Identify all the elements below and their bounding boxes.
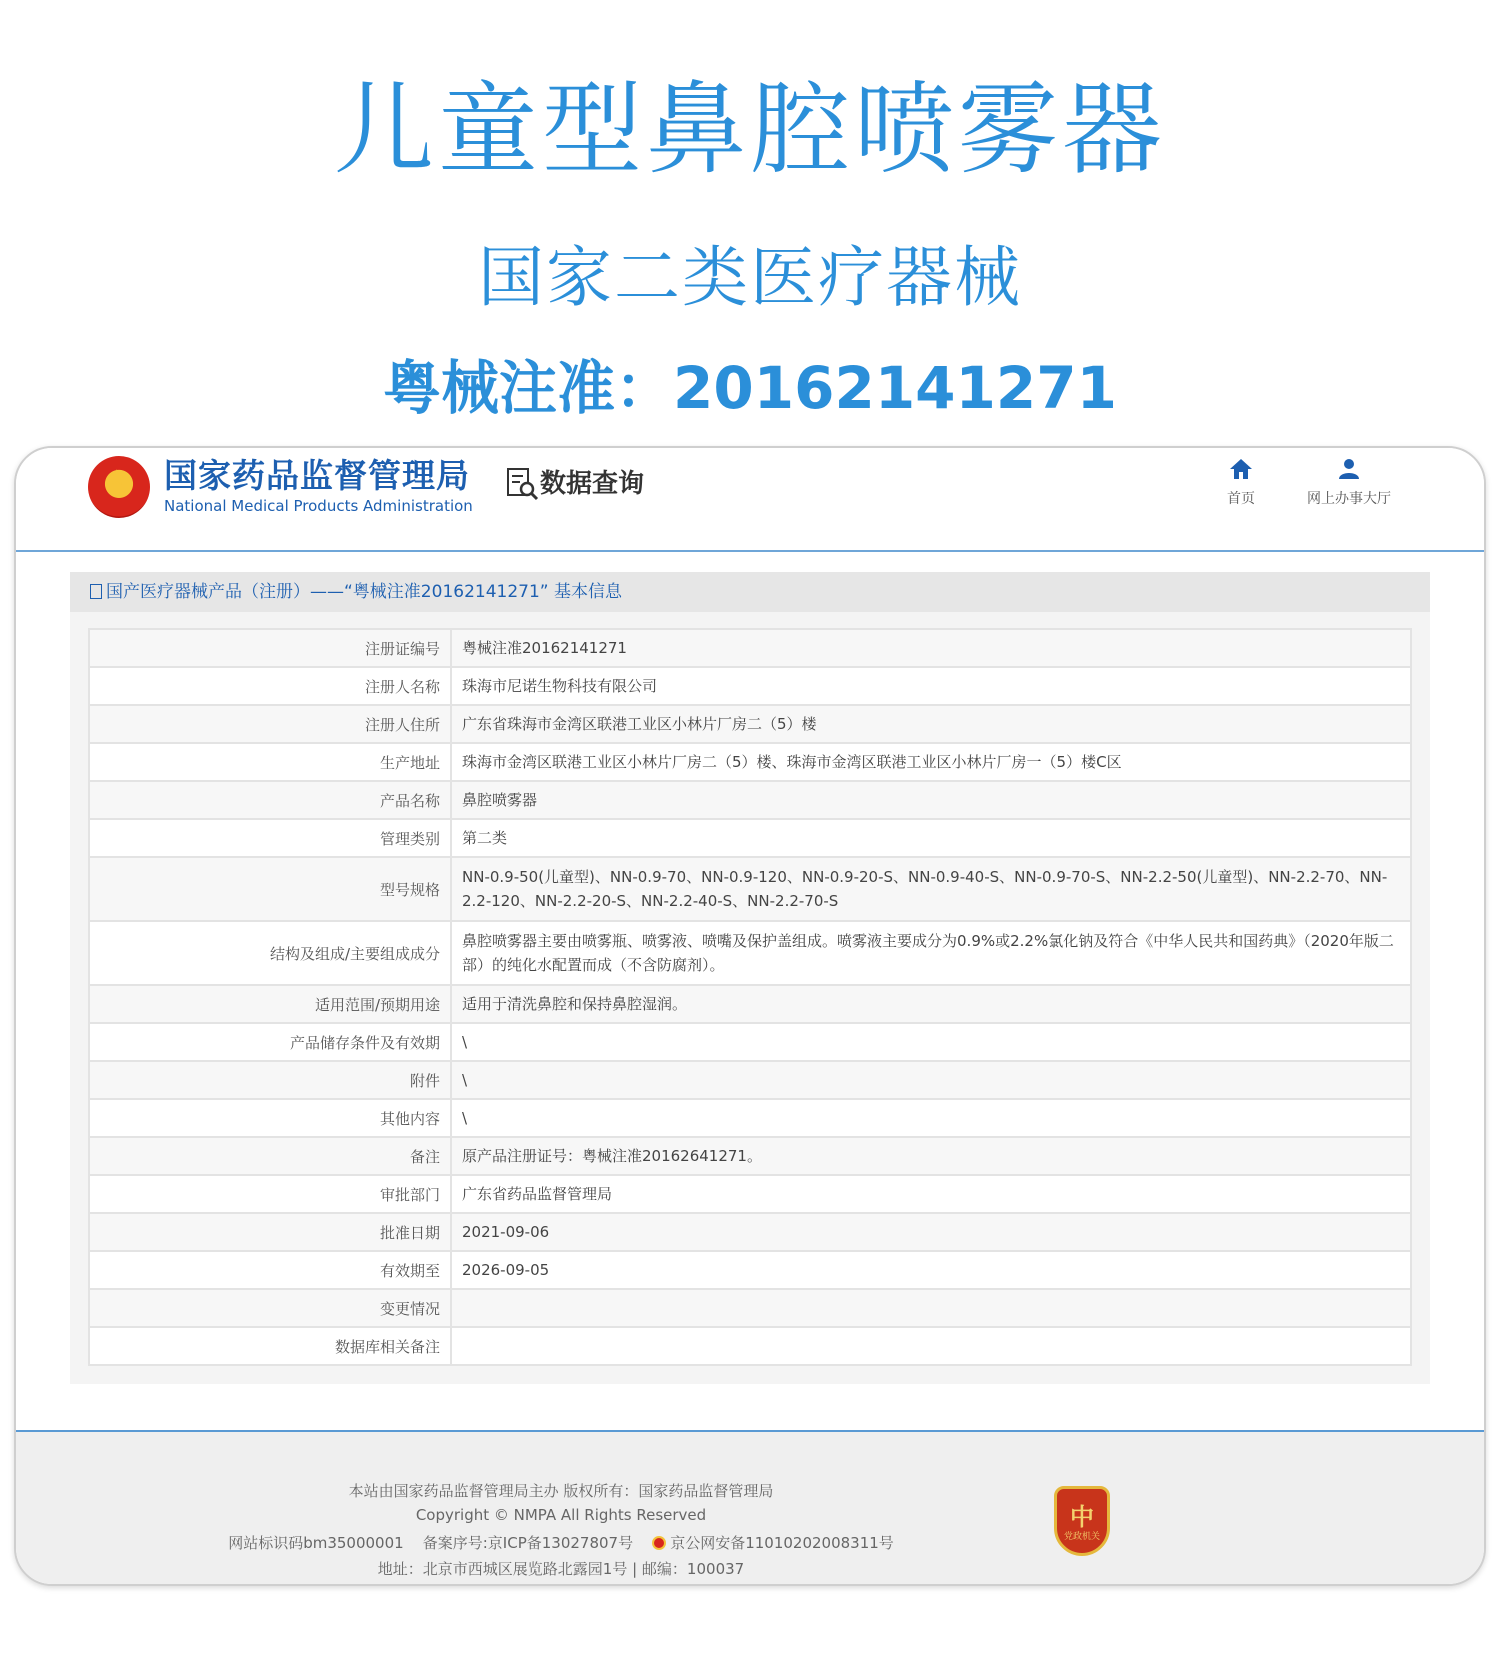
- main-content: [70, 572, 1430, 1384]
- table-row: [89, 857, 1411, 921]
- footer-copyright: Copyright © NMPA All Rights Reserved: [415, 1506, 707, 1524]
- badge-glyph: 中: [1070, 1503, 1094, 1531]
- footer-police[interactable]: 京公网安备11010202008311号: [670, 1534, 894, 1552]
- field-label: 适用范围/预期用途: [89, 985, 451, 1023]
- footer-site-id: 网站标识码bm35000001: [228, 1534, 404, 1552]
- field-value: 鼻腔喷雾器: [451, 781, 1411, 819]
- screenshot-frame: [14, 446, 1486, 1586]
- field-label: 结构及组成/主要组成成分: [89, 921, 451, 985]
- footer-address: 地址：北京市西城区展览路北露园1号 | 邮编：100037: [377, 1560, 745, 1578]
- police-badge-icon: [652, 1536, 666, 1550]
- field-value: 适用于清洗鼻腔和保持鼻腔湿润。: [451, 985, 1411, 1023]
- field-value: [451, 1327, 1411, 1365]
- org-name-en[interactable]: National Medical Products Administration: [164, 497, 473, 515]
- footer-records: [16, 1532, 1106, 1553]
- nav-home[interactable]: [1216, 458, 1266, 508]
- field-value: 广东省珠海市金湾区联港工业区小林片厂房二（5）楼: [451, 705, 1411, 743]
- product-title: 儿童型鼻腔喷雾器: [334, 71, 1166, 188]
- field-value: 原产品注册证号：粤械注准20162641271。: [451, 1137, 1411, 1175]
- field-label: 型号规格: [89, 857, 451, 921]
- table-row: [89, 1137, 1411, 1175]
- data-query-link[interactable]: [506, 464, 644, 504]
- field-label: 管理类别: [89, 819, 451, 857]
- table-row: [89, 1213, 1411, 1251]
- field-label: 其他内容: [89, 1099, 451, 1137]
- nav-online-hall-label: 网上办事大厅: [1307, 491, 1391, 507]
- field-label: 批准日期: [89, 1213, 451, 1251]
- data-query-label: 数据查询: [540, 469, 645, 499]
- field-label: 变更情况: [89, 1289, 451, 1327]
- table-row: [89, 1289, 1411, 1327]
- table-row: [89, 1023, 1411, 1061]
- national-emblem-icon: ★: [88, 456, 150, 518]
- field-value: \: [451, 1099, 1411, 1137]
- field-label: 注册人住所: [89, 705, 451, 743]
- table-row: [89, 1251, 1411, 1289]
- field-value: 珠海市尼诺生物科技有限公司: [451, 667, 1411, 705]
- table-row: [89, 1175, 1411, 1213]
- field-label: 产品名称: [89, 781, 451, 819]
- field-label: 注册证编号: [89, 629, 451, 667]
- hero-banner: [0, 0, 1500, 440]
- table-row: [89, 743, 1411, 781]
- field-label: 附件: [89, 1061, 451, 1099]
- field-label: 产品储存条件及有效期: [89, 1023, 451, 1061]
- breadcrumb-text[interactable]: 国产医疗器械产品（注册）——“粤械注准20162141271” 基本信息: [106, 582, 622, 602]
- field-label: 有效期至: [89, 1251, 451, 1289]
- document-icon: [90, 584, 102, 599]
- field-value: 2021-09-06: [451, 1213, 1411, 1251]
- table-row: [89, 667, 1411, 705]
- footer-sponsor: 本站由国家药品监督管理局主办 版权所有：国家药品监督管理局: [348, 1482, 774, 1500]
- document-search-icon: [506, 466, 540, 502]
- field-label: 生产地址: [89, 743, 451, 781]
- table-row: [89, 1061, 1411, 1099]
- field-label: 备注: [89, 1137, 451, 1175]
- field-value: 鼻腔喷雾器主要由喷雾瓶、喷雾液、喷嘴及保护盖组成。喷雾液主要成分为0.9%或2.2%氯化钠及符合《中华人民共和国药典》（2020年版二部）的纯化水配置而成（不含防腐剂）。: [451, 921, 1411, 985]
- site-footer: [16, 1430, 1484, 1586]
- registration-number: 粤械注准：20162141271: [383, 354, 1117, 422]
- field-value: 第二类: [451, 819, 1411, 857]
- nav-home-label: 首页: [1227, 491, 1255, 507]
- table-row: [89, 1327, 1411, 1365]
- nav-online-hall[interactable]: [1294, 458, 1404, 508]
- device-classification: 国家二类医疗器械: [478, 239, 1022, 316]
- footer-icp[interactable]: 备案序号:京ICP备13027807号: [422, 1534, 634, 1552]
- government-site-badge-icon[interactable]: [1054, 1486, 1110, 1556]
- field-value: 粤械注准20162141271: [451, 629, 1411, 667]
- table-row: [89, 985, 1411, 1023]
- site-header: [16, 448, 1484, 552]
- table-row: [89, 629, 1411, 667]
- field-label: 注册人名称: [89, 667, 451, 705]
- table-row: [89, 781, 1411, 819]
- field-value: \: [451, 1023, 1411, 1061]
- user-icon: [1337, 465, 1361, 484]
- field-label: 审批部门: [89, 1175, 451, 1213]
- home-icon: [1229, 465, 1253, 484]
- field-value: NN-0.9-50(儿童型)、NN-0.9-70、NN-0.9-120、NN-0.9-20-S、NN-0.9-40-S、NN-0.9-70-S、NN-2.2-50(儿童型)、NN-2.2-70、NN-2.2-120、NN-2.2-20-S、NN-2.2-40-S、NN-2.2-70-S: [451, 857, 1411, 921]
- info-table: [88, 628, 1412, 1366]
- field-value: 广东省药品监督管理局: [451, 1175, 1411, 1213]
- table-row: [89, 819, 1411, 857]
- table-row: [89, 921, 1411, 985]
- field-value: 2026-09-05: [451, 1251, 1411, 1289]
- badge-text: 党政机关: [1063, 1532, 1100, 1542]
- table-row: [89, 705, 1411, 743]
- field-value: [451, 1289, 1411, 1327]
- field-value: 珠海市金湾区联港工业区小林片厂房二（5）楼、珠海市金湾区联港工业区小林片厂房一（5）楼C区: [451, 743, 1411, 781]
- field-value: \: [451, 1061, 1411, 1099]
- org-name-cn[interactable]: 国家药品监督管理局: [164, 456, 470, 495]
- table-row: [89, 1099, 1411, 1137]
- field-label: 数据库相关备注: [89, 1327, 451, 1365]
- breadcrumb: [70, 572, 1430, 612]
